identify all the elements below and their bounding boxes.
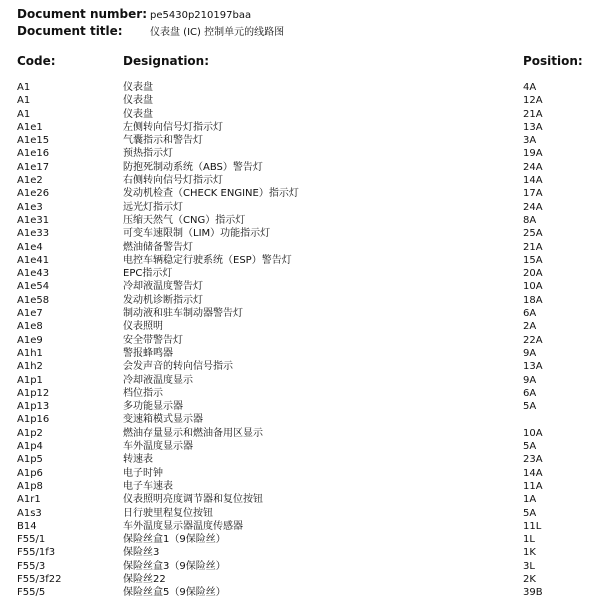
- row-code: A1h1: [17, 347, 43, 359]
- row-code: A1p12: [17, 387, 50, 399]
- row-position: 4A: [523, 82, 537, 93]
- row-code: F55/1f3: [17, 547, 56, 559]
- table-row: [0, 586, 601, 599]
- row-position: 6A: [523, 387, 537, 399]
- table-row: [0, 400, 601, 413]
- table-header: [0, 54, 601, 70]
- row-position: 17A: [523, 188, 543, 200]
- row-position: 19A: [523, 148, 543, 160]
- row-position: 9A: [523, 374, 537, 386]
- row-position: 6A: [523, 308, 537, 320]
- row-position: 1K: [523, 547, 536, 559]
- row-position: 5A: [523, 441, 537, 453]
- row-designation: 冷却液温度显示: [123, 374, 193, 386]
- position-column-header: Position:: [523, 54, 583, 68]
- row-position: 1A: [523, 494, 537, 506]
- row-position: 18A: [523, 294, 543, 306]
- document-number-label: Document number:: [17, 7, 147, 21]
- row-code: A1r1: [17, 494, 41, 506]
- row-designation: 预热指示灯: [123, 148, 173, 160]
- row-designation: 左侧转向信号灯指示灯: [123, 121, 223, 133]
- row-code: A1p8: [17, 480, 43, 492]
- row-designation: 可变车速限制（LIM）功能指示灯: [123, 228, 271, 240]
- table-row: [0, 493, 601, 506]
- table-row: [0, 560, 601, 573]
- row-position: 1L: [523, 534, 535, 546]
- row-position: 5A: [523, 401, 537, 413]
- table-row: [0, 453, 601, 466]
- row-designation: 变速箱模式显示器: [123, 414, 203, 426]
- row-position: 22A: [523, 334, 543, 346]
- table-row: [0, 507, 601, 520]
- row-code: A1p13: [17, 401, 50, 413]
- row-position: 13A: [523, 121, 543, 133]
- document-title-row: [17, 21, 284, 38]
- row-code: A1e54: [17, 281, 50, 293]
- table-row: [0, 121, 601, 134]
- row-code: A1e33: [17, 228, 50, 240]
- document-title-label: Document title:: [17, 24, 123, 38]
- row-position: 24A: [523, 201, 543, 213]
- row-designation: 日行驶里程复位按钮: [123, 507, 213, 519]
- table-row: [0, 81, 601, 94]
- row-code: A1: [17, 82, 31, 93]
- row-designation: 档位指示: [123, 387, 163, 399]
- table-row: [0, 573, 601, 586]
- table-row: [0, 241, 601, 254]
- row-position: 23A: [523, 454, 543, 466]
- row-code: A1e43: [17, 268, 50, 280]
- row-designation: 右侧转向信号灯指示灯: [123, 175, 223, 187]
- row-designation: 远光灯指示灯: [123, 201, 183, 213]
- table-row: [0, 214, 601, 227]
- row-code: A1p4: [17, 441, 43, 453]
- row-code: F55/1: [17, 534, 46, 546]
- row-designation: 转速表: [123, 454, 153, 466]
- row-code: A1e17: [17, 161, 50, 173]
- table-row: [0, 440, 601, 453]
- row-position: 25A: [523, 228, 543, 240]
- table-row: [0, 520, 601, 533]
- table-row: [0, 94, 601, 107]
- row-code: A1e41: [17, 254, 50, 266]
- row-designation: 保险丝盒5（9保险丝）: [123, 587, 226, 599]
- row-code: A1h2: [17, 361, 43, 373]
- table-row: [0, 187, 601, 200]
- row-designation: 燃油存量显示和燃油备用区显示: [123, 427, 263, 439]
- row-designation: 冷却液温度警告灯: [123, 281, 203, 293]
- row-position: 11A: [523, 480, 543, 492]
- table-row: [0, 254, 601, 267]
- document-number-value: pe5430p210197baa: [150, 10, 252, 21]
- row-code: F55/5: [17, 587, 46, 599]
- row-code: A1e31: [17, 214, 50, 226]
- row-code: B14: [17, 520, 37, 532]
- row-code: A1: [17, 108, 31, 120]
- row-designation: 车外温度显示器温度传感器: [123, 520, 243, 532]
- row-position: 15A: [523, 254, 543, 266]
- component-table: [0, 81, 601, 600]
- row-code: A1e3: [17, 201, 43, 213]
- row-code: A1e1: [17, 121, 43, 133]
- row-designation: EPC指示灯: [123, 268, 173, 280]
- row-designation: 仪表盘: [123, 95, 153, 107]
- table-row: [0, 161, 601, 174]
- row-position: 8A: [523, 214, 537, 226]
- row-designation: 多功能显示器: [123, 401, 183, 413]
- row-position: 10A: [523, 281, 543, 293]
- table-row: [0, 108, 601, 121]
- table-row: [0, 267, 601, 280]
- row-position: 24A: [523, 161, 543, 173]
- row-code: F55/3f22: [17, 573, 62, 585]
- row-designation: 会发声音的转向信号指示: [123, 361, 233, 373]
- row-code: A1p1: [17, 374, 43, 386]
- table-row: [0, 467, 601, 480]
- row-code: A1e7: [17, 308, 43, 320]
- table-row: [0, 320, 601, 333]
- table-row: [0, 546, 601, 559]
- row-code: A1p6: [17, 467, 43, 479]
- row-code: A1s3: [17, 507, 42, 519]
- row-designation: 保险丝盒3（9保险丝）: [123, 560, 226, 572]
- row-code: A1e15: [17, 135, 50, 147]
- row-code: A1e2: [17, 175, 43, 187]
- row-position: 14A: [523, 467, 543, 479]
- row-position: 21A: [523, 241, 543, 253]
- row-designation: 燃油储备警告灯: [123, 241, 193, 253]
- table-row: [0, 307, 601, 320]
- row-code: A1e8: [17, 321, 43, 333]
- code-column-header: Code:: [17, 54, 56, 68]
- row-designation: 气囊指示和警告灯: [123, 135, 203, 147]
- row-designation: 仪表盘: [123, 108, 153, 120]
- row-position: 9A: [523, 347, 537, 359]
- row-designation: 电子车速表: [123, 480, 173, 492]
- table-row: [0, 147, 601, 160]
- row-designation: 保险丝3: [123, 547, 160, 559]
- table-row: [0, 360, 601, 373]
- row-designation: 电控车辆稳定行驶系统（ESP）警告灯: [123, 254, 292, 266]
- document-meta: [17, 4, 284, 38]
- table-row: [0, 280, 601, 293]
- row-position: 2A: [523, 321, 537, 333]
- row-position: 3L: [523, 560, 535, 572]
- table-row: [0, 134, 601, 147]
- table-row: [0, 294, 601, 307]
- table-row: [0, 174, 601, 187]
- row-code: A1: [17, 95, 31, 107]
- table-row: [0, 334, 601, 347]
- row-designation: 发动机检查（CHECK ENGINE）指示灯: [123, 188, 299, 200]
- row-position: 21A: [523, 108, 543, 120]
- row-code: A1e26: [17, 188, 50, 200]
- row-code: A1e58: [17, 294, 50, 306]
- row-position: 5A: [523, 507, 537, 519]
- table-row: [0, 480, 601, 493]
- row-designation: 仪表照明: [123, 321, 163, 333]
- document-number-row: [17, 4, 284, 21]
- row-code: A1e9: [17, 334, 43, 346]
- row-designation: 压缩天然气（CNG）指示灯: [123, 214, 246, 226]
- row-position: 39B: [523, 587, 543, 599]
- row-designation: 保险丝盒1（9保险丝）: [123, 534, 226, 546]
- row-designation: 仪表照明亮度调节器和复位按钮: [123, 494, 263, 506]
- row-position: 14A: [523, 175, 543, 187]
- table-row: [0, 427, 601, 440]
- row-designation: 警报蜂鸣器: [123, 347, 173, 359]
- row-code: F55/3: [17, 560, 46, 572]
- table-row: [0, 374, 601, 387]
- table-row: [0, 227, 601, 240]
- document-title-value: 仪表盘 (IC) 控制单元的线路图: [150, 27, 285, 38]
- table-row: [0, 533, 601, 546]
- row-designation: 制动液和驻车制动器警告灯: [123, 308, 243, 320]
- row-position: 11L: [523, 520, 542, 532]
- row-designation: 发动机诊断指示灯: [123, 294, 203, 306]
- row-code: A1p5: [17, 454, 43, 466]
- table-row: [0, 387, 601, 400]
- row-position: 2K: [523, 573, 536, 585]
- row-designation: 仪表盘: [123, 82, 153, 93]
- row-position: 20A: [523, 268, 543, 280]
- row-position: 3A: [523, 135, 537, 147]
- row-designation: 防抱死制动系统（ABS）警告灯: [123, 161, 263, 173]
- table-row: [0, 347, 601, 360]
- row-code: A1p2: [17, 427, 43, 439]
- row-code: A1p16: [17, 414, 50, 426]
- row-position: 10A: [523, 427, 543, 439]
- row-designation: 车外温度显示器: [123, 441, 193, 453]
- row-position: 13A: [523, 361, 543, 373]
- row-code: A1e4: [17, 241, 43, 253]
- table-row: [0, 201, 601, 214]
- row-designation: 安全带警告灯: [123, 334, 183, 346]
- row-designation: 保险丝22: [123, 573, 166, 585]
- row-position: 12A: [523, 95, 543, 107]
- table-row: [0, 413, 601, 426]
- row-designation: 电子时钟: [123, 467, 163, 479]
- designation-column-header: Designation:: [123, 54, 210, 68]
- row-code: A1e16: [17, 148, 50, 160]
